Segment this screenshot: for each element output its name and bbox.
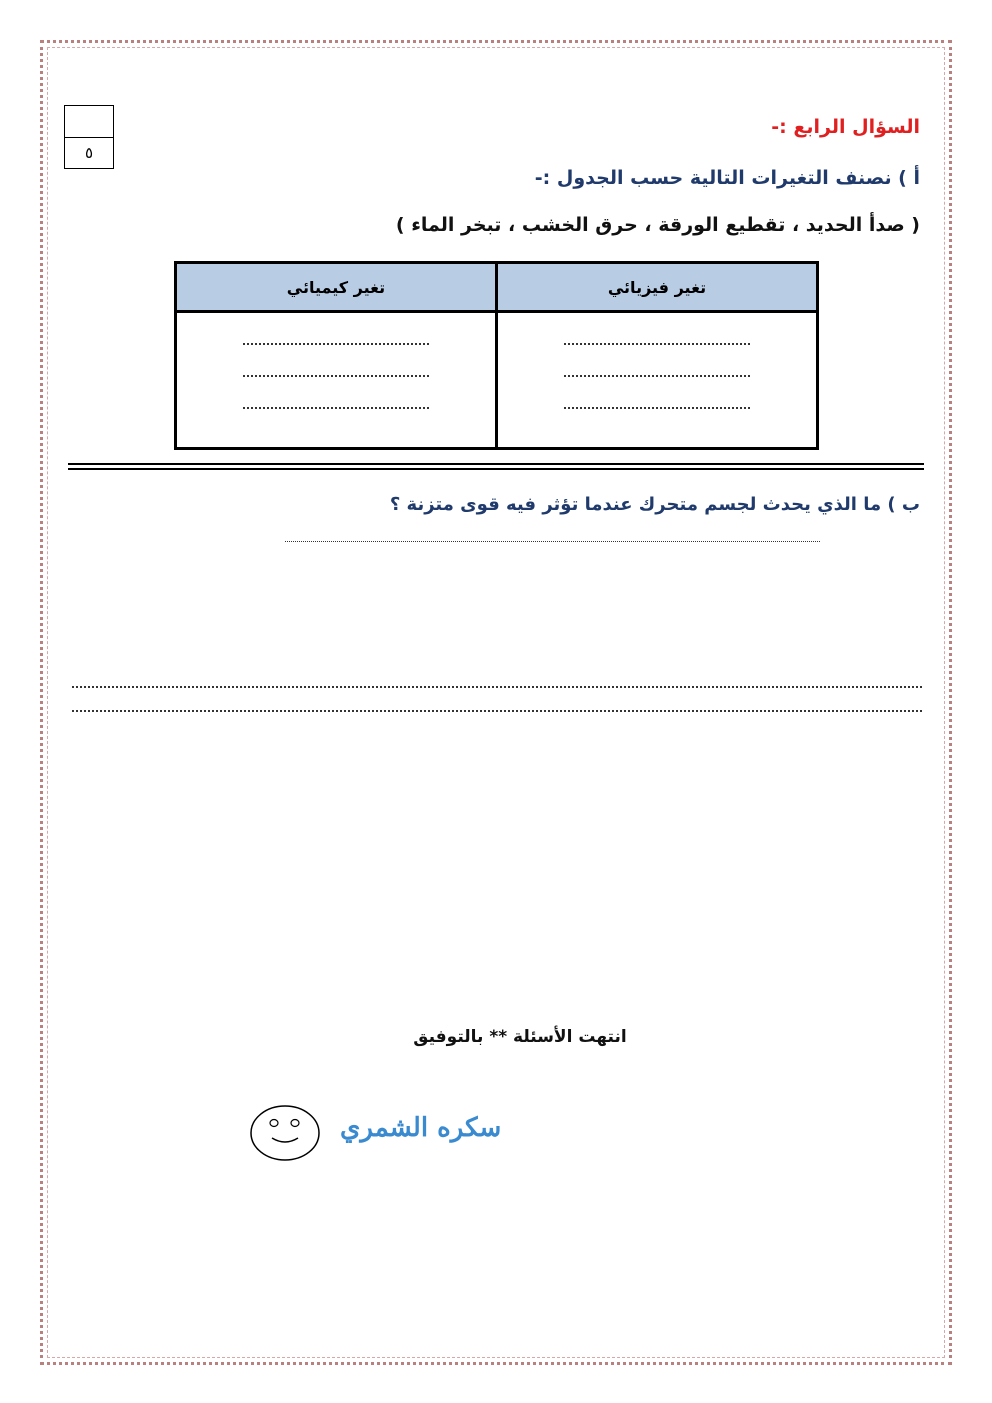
part-b-question: ب ) ما الذي يحدث لجسم متحرك عندما تؤثر فيه قوى متزنة ؟ <box>389 494 920 515</box>
answer-line[interactable] <box>72 686 922 688</box>
answer-blank[interactable] <box>564 365 750 377</box>
score-value: ٥ <box>84 144 94 162</box>
answer-line[interactable] <box>285 541 820 542</box>
classification-table <box>174 261 819 450</box>
smiley-icon <box>249 1103 321 1163</box>
score-box <box>64 105 114 169</box>
page-border <box>40 40 952 1365</box>
header-chemical-change: تغير كيميائي <box>176 263 497 312</box>
answer-line[interactable] <box>72 710 922 712</box>
question-title: السؤال الرابع :- <box>771 116 920 138</box>
teacher-signature: سكره الشمري <box>340 1113 502 1143</box>
part-a-instruction: أ ) نصنف التغيرات التالية حسب الجدول :- <box>534 167 920 189</box>
answer-blank[interactable] <box>243 397 429 409</box>
section-divider <box>68 463 924 465</box>
physical-answers-cell <box>497 312 818 449</box>
answer-blank[interactable] <box>564 397 750 409</box>
end-text: انتهت الأسئلة ** بالتوفيق <box>413 1027 627 1047</box>
section-divider <box>68 468 924 470</box>
answer-blank[interactable] <box>243 365 429 377</box>
score-box-blank[interactable] <box>65 106 113 138</box>
chemical-answers-cell <box>176 312 497 449</box>
header-physical-change: تغير فيزيائي <box>497 263 818 312</box>
answer-blank[interactable] <box>564 333 750 345</box>
answer-blank[interactable] <box>243 333 429 345</box>
items-list: ( صدأ الحديد ، تقطيع الورقة ، حرق الخشب ، تبخر الماء ) <box>395 214 920 236</box>
